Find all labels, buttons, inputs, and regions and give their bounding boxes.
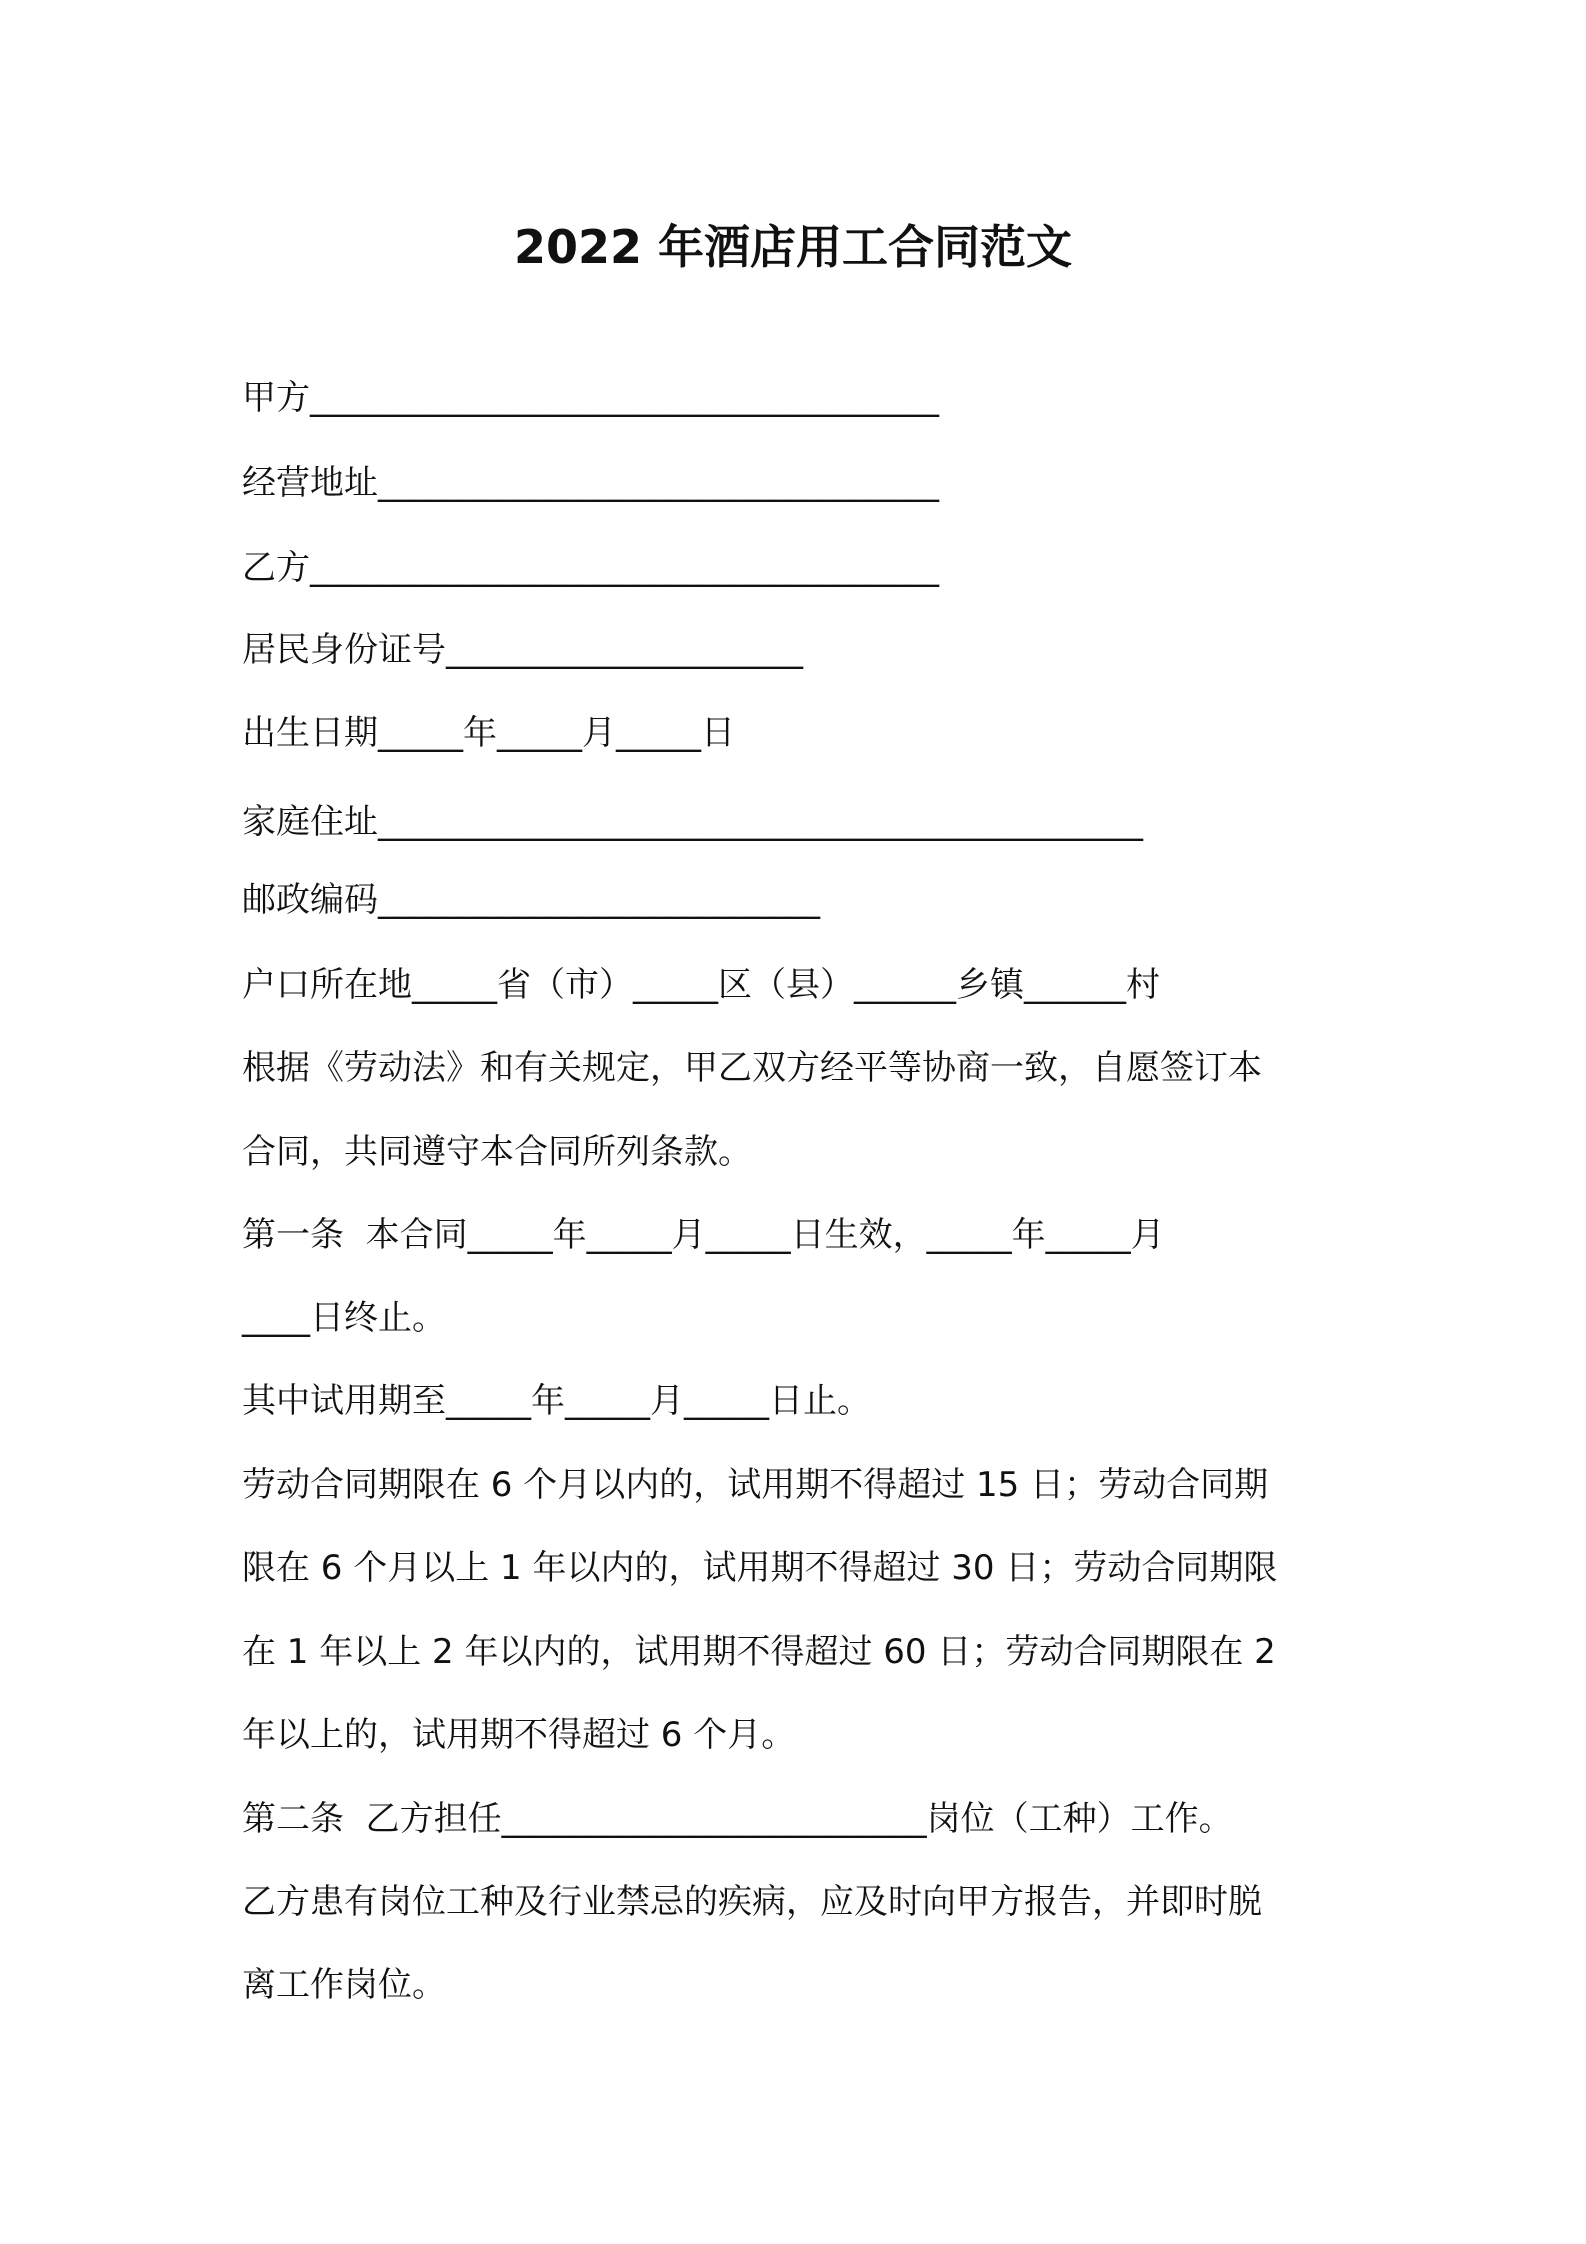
field-party-a: 甲方_____________________________________: [242, 378, 939, 418]
field-business-address: 经营地址_________________________________: [242, 463, 939, 503]
field-id-number: 居民身份证号_____________________: [242, 630, 803, 670]
field-home-address: 家庭住址_____________________________________________: [242, 802, 1143, 842]
field-household-location: 户口所在地_____省（市）_____区（县）______乡镇______村: [242, 965, 1160, 1005]
paragraph-line: 在 1 年以上 2 年以内的，试用期不得超过 60 日；劳动合同期限在 2: [242, 1632, 1276, 1672]
article-one-line: 第一条 本合同_____年_____月_____日生效，_____年_____月: [242, 1215, 1165, 1255]
paragraph-line: 年以上的，试用期不得超过 6 个月。: [242, 1715, 796, 1755]
paragraph-line: 限在 6 个月以上 1 年以内的，试用期不得超过 30 日；劳动合同期限: [242, 1548, 1278, 1588]
paragraph-line: 乙方患有岗位工种及行业禁忌的疾病，应及时向甲方报告，并即时脱: [242, 1882, 1262, 1922]
paragraph-line: 离工作岗位。: [242, 1965, 446, 2005]
article-two-line: 第二条 乙方担任_________________________岗位（工种）工作。: [242, 1799, 1233, 1839]
probation-period-line: 其中试用期至_____年_____月_____日止。: [242, 1381, 871, 1421]
field-postal-code: 邮政编码__________________________: [242, 880, 820, 920]
article-one-line: ____日终止。: [242, 1298, 446, 1338]
paragraph-line: 合同，共同遵守本合同所列条款。: [242, 1132, 752, 1172]
field-birth-date: 出生日期_____年_____月_____日: [242, 713, 735, 753]
field-party-b: 乙方_____________________________________: [242, 548, 939, 588]
document-title: 2022 年酒店用工合同范文: [513, 220, 1073, 274]
paragraph-line: 根据《劳动法》和有关规定，甲乙双方经平等协商一致，自愿签订本: [242, 1048, 1262, 1088]
paragraph-line: 劳动合同期限在 6 个月以内的，试用期不得超过 15 日；劳动合同期: [242, 1465, 1269, 1505]
